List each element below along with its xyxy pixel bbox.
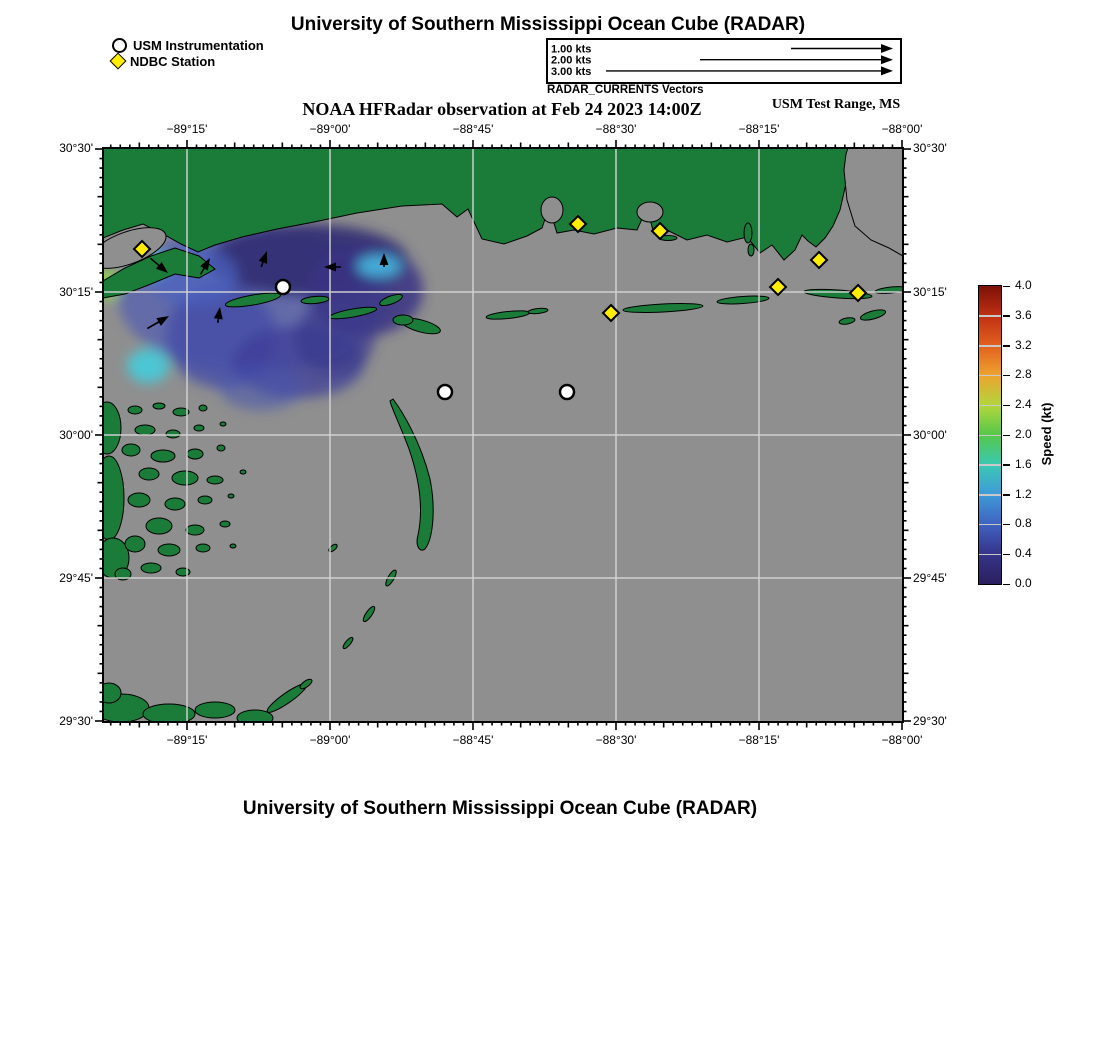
vector-scale-arrowhead [881, 44, 893, 53]
usm-instrument-marker [438, 385, 452, 399]
y-axis-label-left: 30°00' [59, 428, 93, 442]
colorbar-gridline [979, 405, 1001, 407]
station-legend [112, 37, 264, 69]
legend-row-ndbc [112, 53, 264, 69]
x-axis-label-bottom: −89°00' [309, 733, 351, 747]
colorbar-tick [1003, 345, 1010, 347]
colorbar-tick [1003, 494, 1010, 496]
x-axis-label-top: −88°30' [595, 122, 637, 136]
colorbar-gridline [979, 554, 1001, 556]
colorbar-tick [1003, 554, 1010, 556]
usm-instrument-marker [560, 385, 574, 399]
legend-label-usm: USM Instrumentation [133, 37, 264, 53]
y-axis-label-right: 30°15' [913, 285, 947, 299]
colorbar-tick-label: 2.4 [1015, 397, 1032, 412]
x-axis-label-bottom: −88°15' [738, 733, 780, 747]
colorbar-axis-label: Speed (kt) [1039, 402, 1054, 466]
colorbar-gridline [979, 494, 1001, 496]
colorbar-gridline [979, 464, 1001, 466]
y-axis-label-left: 30°30' [59, 141, 93, 155]
x-axis-label-bottom: −88°30' [595, 733, 637, 747]
observation-subtitle: NOAA HFRadar observation at Feb 24 2023 14:00Z [302, 99, 702, 119]
colorbar-tick [1003, 524, 1010, 526]
colorbar-gridline [979, 375, 1001, 377]
colorbar-tick-label: 0.0 [1015, 576, 1032, 590]
colorbar [978, 278, 1098, 590]
colorbar-tick [1003, 286, 1010, 288]
x-axis-label-top: −88°45' [452, 122, 494, 136]
vector-scale-entry-label: 3.00 kts [551, 65, 592, 78]
y-axis-label-left: 30°15' [59, 285, 93, 299]
x-axis-label-bottom: −88°45' [452, 733, 494, 747]
colorbar-tick-label: 1.2 [1015, 486, 1032, 501]
y-axis-label-right: 30°00' [913, 428, 947, 442]
vector-scale-arrowhead [881, 55, 893, 64]
x-axis-label-top: −88°15' [738, 122, 780, 136]
x-axis-label-bottom: −89°15' [166, 733, 208, 747]
colorbar-tick-label: 2.0 [1015, 427, 1032, 441]
x-axis-label-top: −89°00' [309, 122, 351, 136]
y-axis-label-right: 29°45' [913, 571, 947, 585]
colorbar-tick [1003, 464, 1010, 466]
colorbar-tick-label: 1.6 [1015, 456, 1032, 471]
y-axis-label-right: 30°30' [913, 141, 947, 155]
radar-patch [127, 349, 169, 383]
x-axis-label-top: −89°15' [166, 122, 208, 136]
colorbar-gridline [979, 435, 1001, 437]
colorbar-tick-label: 0.8 [1015, 516, 1032, 531]
colorbar-gridline [979, 524, 1001, 526]
colorbar-tick [1003, 405, 1010, 407]
x-axis-label-bottom: −88°00' [881, 733, 923, 747]
x-axis-label-top: −88°00' [881, 122, 923, 136]
colorbar-gridline [979, 315, 1001, 317]
vector-scale-arrowhead [881, 66, 893, 75]
vector-scale-entry-label: 1.00 kts [551, 43, 592, 56]
vector-scale-entry-label: 2.00 kts [551, 54, 592, 67]
legend-label-ndbc: NDBC Station [130, 53, 216, 69]
y-axis-label-left: 29°45' [59, 571, 93, 585]
y-axis-label-right: 29°30' [913, 714, 947, 728]
vector-scale-caption: RADAR_CURRENTS Vectors [547, 84, 704, 96]
colorbar-tick-label: 2.8 [1015, 367, 1032, 382]
map [59, 122, 947, 747]
colorbar-tick-label: 3.6 [1015, 307, 1032, 322]
vector-scale-box [546, 38, 902, 84]
colorbar-tick [1003, 375, 1010, 377]
colorbar-tick-label: 3.2 [1015, 337, 1032, 352]
vector-scale-arrows [548, 40, 896, 79]
usm-instrument-marker [276, 280, 290, 294]
radar-patch [219, 366, 303, 410]
colorbar-tick-label: 4.0 [1015, 278, 1032, 292]
biloxi-bay [637, 202, 663, 222]
colorbar-tick [1003, 315, 1010, 317]
y-axis-label-left: 29°30' [59, 714, 93, 728]
figure-title-bottom: University of Southern Mississippi Ocean Cube (RADAR) [242, 798, 758, 819]
st-louis-bay [541, 197, 563, 223]
ndbc-diamond-icon [110, 53, 127, 70]
colorbar-tick [1003, 435, 1010, 437]
usm-circle-icon [112, 38, 127, 53]
legend-row-usm [112, 37, 264, 53]
colorbar-tick-label: 0.4 [1015, 546, 1032, 561]
colorbar-tick [1003, 584, 1010, 586]
colorbar-gridline [979, 345, 1001, 347]
figure-title-top: University of Southern Mississippi Ocean Cube (RADAR) [290, 14, 806, 35]
region-label: USM Test Range, MS [771, 97, 901, 112]
radar-patch [357, 255, 401, 277]
